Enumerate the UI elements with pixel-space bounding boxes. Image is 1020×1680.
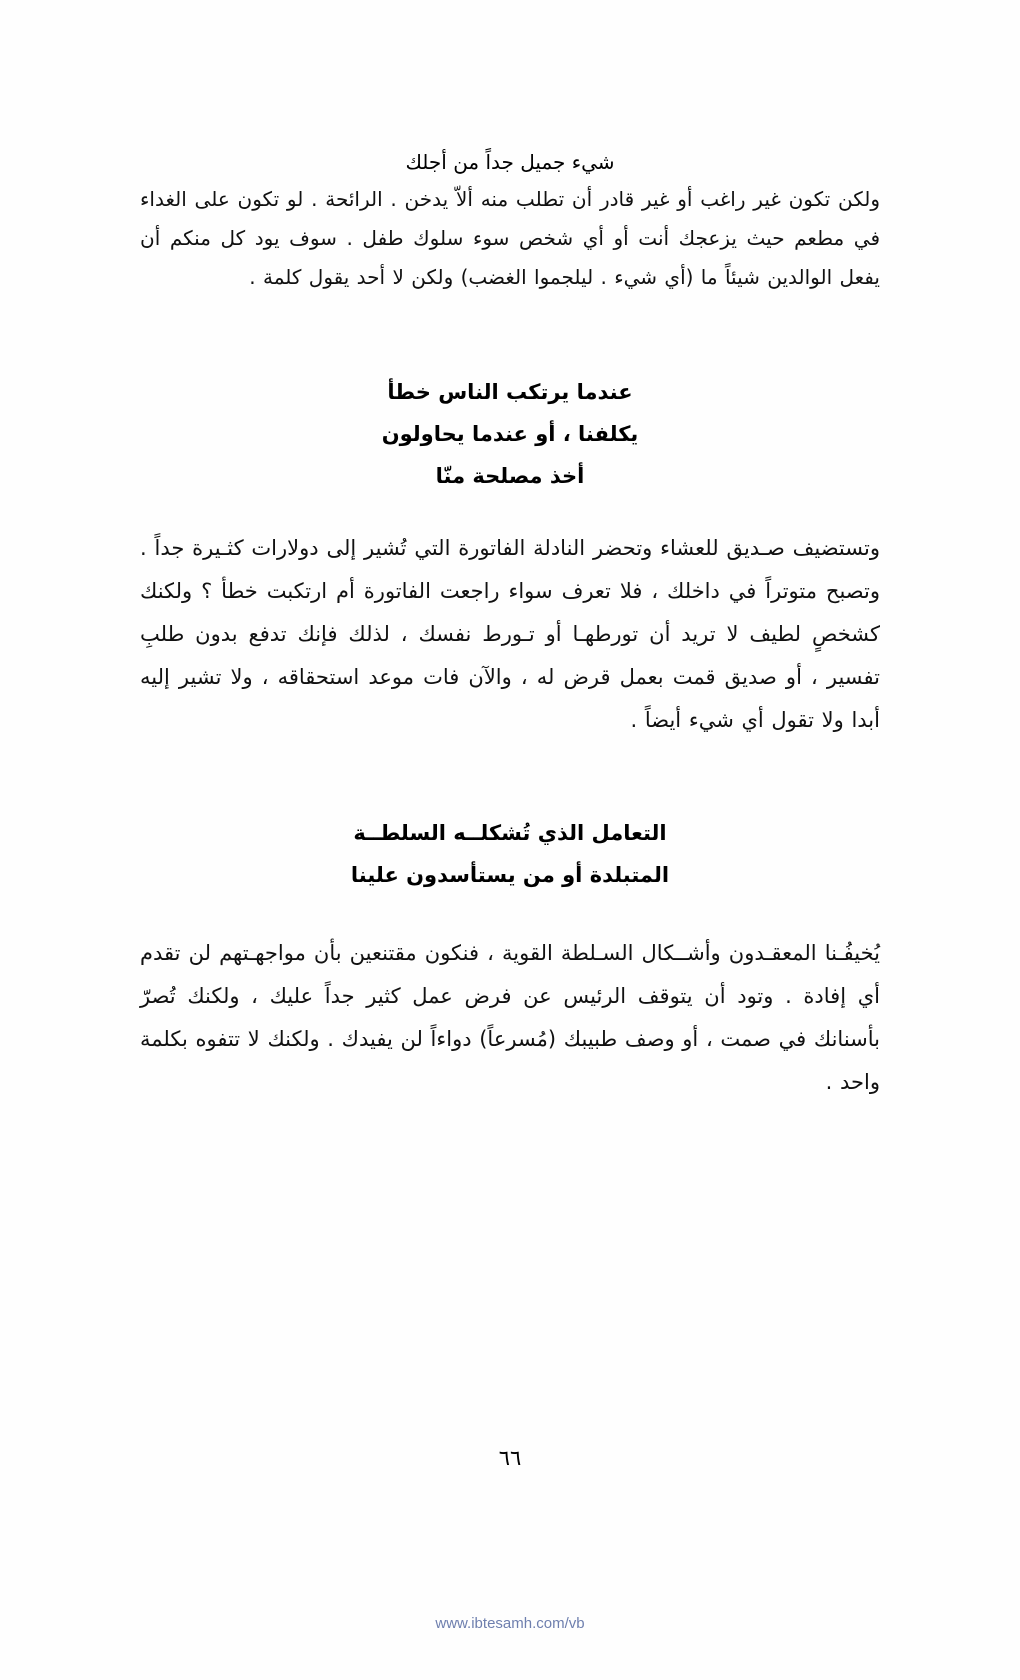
page-number: ٦٦ — [498, 1446, 522, 1470]
heading-one-line-1: عندما يرتكب الناس خطأ — [387, 380, 633, 404]
spacer — [140, 756, 880, 782]
paragraph-three: يُخيفُـنا المعقـدون وأشــكال السـلطة القوية ، فنكون مقتنعين بأن مواجهـتهم لن تقدم أي إفادة . وتود أن يتوقف الرئيس عن فرض عمل كثير جداً عليك ، ولكنك تُصرّ بأسنانك في صمت ، أو وصف طبيبك (مُسرعاً) دواءاً لن يفيدك . ولكنك لا تتفوه بكلمة واحد . — [140, 941, 880, 1095]
heading-one-line-3: أخذ مصلحة منّا — [435, 464, 585, 488]
paragraph-two: وتستضيف صـديق للعشاء وتحضر النادلة الفاتورة التي تُشير إلى دولارات كثـيرة جداً . وتصبح متوتراً في داخلك ، فلا تعرف سواء راجعت الفاتورة أم ارتكبت خطأ ؟ ولكنك كشخصٍ لطيف لا تريد أن تورطهـا أو تـورط نفسك ، لذلك فإنك تدفع بدون طلبِ تفسير ، أو صديق قمت بعمل قرض له ، والآن فات موعد استحقاقه ، ولا تشير إليه أبدا ولا تقول أي شيء أيضاً . — [140, 536, 880, 733]
opening-fragment: شيء جميل جداً من أجلك — [405, 150, 615, 174]
section-heading-one — [140, 371, 880, 497]
heading-one-line-2: يكلفنا ، أو عندما يحاولون — [381, 422, 639, 446]
heading-two-line-1: التعامل الذي تُشكلــه السلطــة — [353, 821, 667, 846]
spacer — [140, 311, 880, 337]
spacer — [140, 922, 880, 932]
intro-paragraph: ولكن تكون غير راغب أو غير قادر أن تطلب منه ألاّ يدخن . الرائحة . لو تكون على الغداء في مطعم حيث يزعجك أنت أو أي شخص سوء سلوك طفل . سوف يود كل منكم أن يفعل الوالدين شيئاً ما (أي شيء . ليلجموا الغضب) ولكن لا أحد يقول كلمة . — [140, 187, 880, 289]
page-content — [140, 150, 880, 1118]
heading-two-line-2: المتبلدة أو من يستأسدون علينا — [350, 863, 670, 888]
footer-watermark-url: www.ibtesamh.com/vb — [435, 1615, 585, 1632]
section-heading-two — [140, 812, 880, 896]
